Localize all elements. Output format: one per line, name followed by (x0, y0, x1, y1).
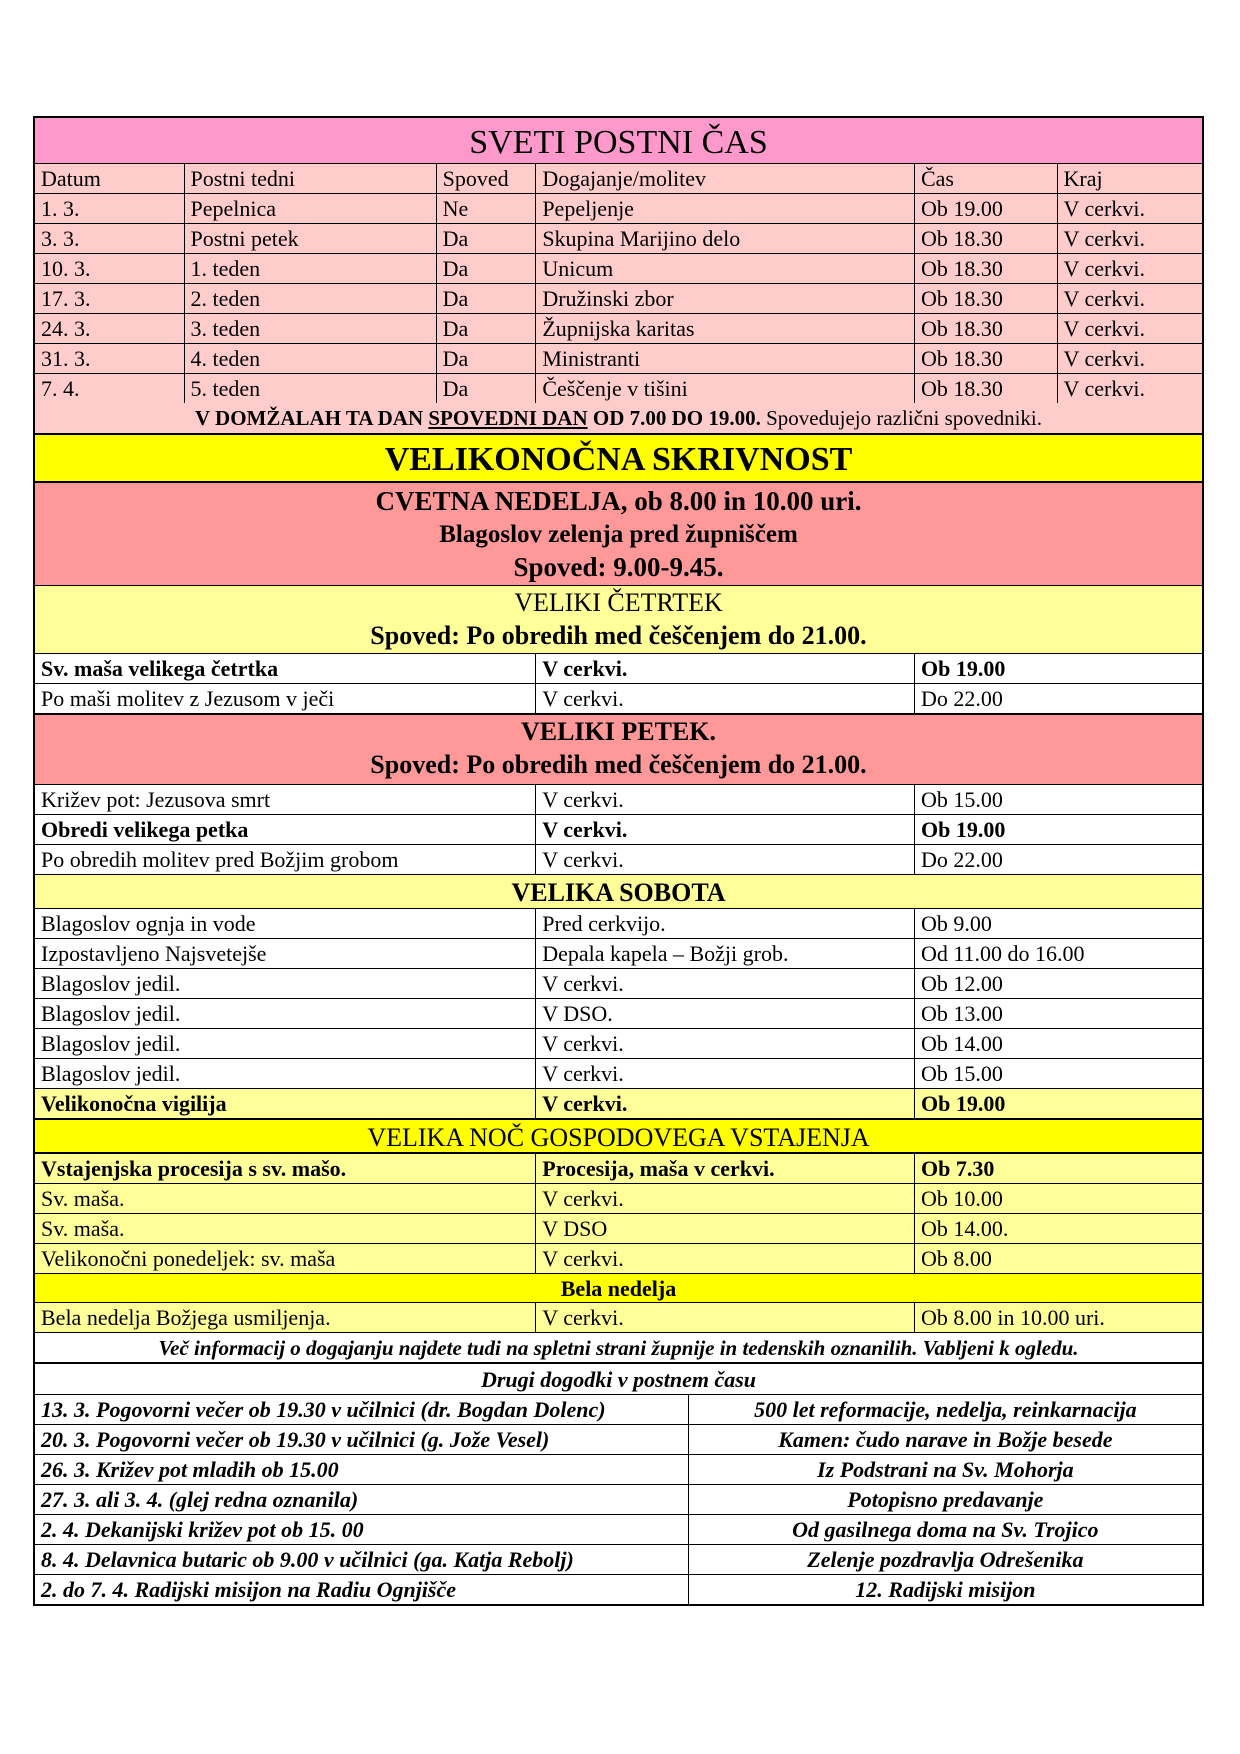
thursday-row (35, 684, 1202, 715)
lent-time: Ob 18.30 (915, 374, 1058, 403)
activity-time: Ob 14.00. (915, 1214, 1202, 1243)
lent-event: Skupina Marijino delo (536, 224, 915, 253)
activity-event: Sv. maša velikega četrtka (35, 654, 536, 683)
lent-event: Ministranti (536, 344, 915, 373)
activity-event: Sv. maša. (35, 1184, 536, 1213)
other-event-topic: 500 let reformacije, nedelja, reinkarnacija (754, 1397, 1137, 1422)
lent-place: V cerkvi. (1058, 254, 1203, 283)
thursday-title: VELIKI ČETRTEK (514, 588, 723, 617)
activity-place: V cerkvi. (536, 654, 915, 683)
header-place: Kraj (1058, 164, 1203, 193)
other-event-what: 2. 4. Dekanijski križev pot ob 15. 00 (35, 1515, 689, 1544)
lent-time: Ob 18.30 (915, 344, 1058, 373)
activity-place: Pred cerkvijo. (536, 909, 915, 938)
note-bold-1: V DOMŽALAH TA DAN (195, 406, 429, 430)
lent-row (35, 194, 1202, 224)
activity-time: Ob 8.00 in 10.00 uri. (915, 1303, 1202, 1332)
other-event-row (35, 1455, 1202, 1485)
lent-time: Ob 18.30 (915, 224, 1058, 253)
activity-event: Blagoslov ognja in vode (35, 909, 536, 938)
header-date: Datum (35, 164, 185, 193)
activity-event: Blagoslov jedil. (35, 999, 536, 1028)
saturday-row (35, 1029, 1202, 1059)
other-event-row (35, 1515, 1202, 1545)
lent-confession: Da (437, 284, 537, 313)
activity-place: Procesija, maša v cerkvi. (536, 1154, 915, 1183)
lent-time: Ob 18.30 (915, 254, 1058, 283)
palm-sunday-block (35, 483, 1202, 586)
activity-time: Ob 19.00 (920, 656, 1006, 681)
white-sunday-row (35, 1303, 1202, 1333)
friday-row (35, 815, 1202, 845)
lent-title: SVETI POSTNI ČAS (35, 118, 1202, 164)
friday-confession: Spoved: Po obredih med češčenjem do 21.00. (370, 750, 867, 779)
activity-place: V cerkvi. (536, 1089, 915, 1118)
saturday-row (35, 909, 1202, 939)
activity-time: Ob 13.00 (920, 1001, 1003, 1026)
lent-header-row (35, 164, 1202, 194)
procession-row (35, 1154, 1202, 1184)
other-events-title: Drugi dogodki v postnem času (35, 1364, 1202, 1395)
lent-confession: Da (437, 224, 537, 253)
lent-date: 24. 3. (35, 314, 185, 343)
header-time: Čas (915, 164, 1058, 193)
lent-date: 31. 3. (35, 344, 185, 373)
more-info-note: Več informacij o dogajanju najdete tudi na spletni strani župnije in tedenskih oznanilih. Vabljeni k ogledu. (35, 1333, 1202, 1364)
lent-date: 10. 3. (35, 254, 185, 283)
palm-sunday-line1: CVETNA NEDELJA, ob 8.00 in 10.00 uri. (375, 486, 862, 516)
lent-place: V cerkvi. (1058, 224, 1203, 253)
lent-event: Pepeljenje (536, 194, 915, 223)
activity-event: Velikonočna vigilija (35, 1089, 536, 1118)
lent-row (35, 314, 1202, 344)
lent-row (35, 224, 1202, 254)
lent-time: Ob 19.00 (915, 194, 1058, 223)
activity-time: Ob 19.00 (920, 817, 1006, 842)
activity-place: V DSO. (536, 999, 915, 1028)
activity-place: V cerkvi. (536, 1029, 915, 1058)
lent-week: Postni petek (185, 224, 437, 253)
lent-week: 2. teden (185, 284, 437, 313)
lent-confession: Da (437, 254, 537, 283)
activity-time: Ob 14.00 (920, 1031, 1003, 1056)
confession-day-note (35, 403, 1202, 435)
lent-time: Ob 18.30 (915, 284, 1058, 313)
saturday-row (35, 939, 1202, 969)
white-sunday-title: Bela nedelja (35, 1274, 1202, 1303)
activity-time: Ob 15.00 (920, 1061, 1003, 1086)
lent-place: V cerkvi. (1058, 284, 1203, 313)
activity-event: Vstajenjska procesija s sv. mašo. (35, 1154, 536, 1183)
lent-place: V cerkvi. (1058, 374, 1203, 403)
lent-event: Češčenje v tišini (536, 374, 915, 403)
friday-title: VELIKI PETEK. (520, 717, 717, 746)
palm-sunday-line3: Spoved: 9.00-9.45. (513, 552, 724, 582)
other-event-row (35, 1545, 1202, 1575)
activity-place: V cerkvi. (536, 785, 915, 814)
activity-place: V cerkvi. (536, 1244, 915, 1273)
lent-week: 4. teden (185, 344, 437, 373)
other-event-what: 8. 4. Delavnica butaric ob 9.00 v učilnici (ga. Katja Rebolj) (35, 1545, 689, 1574)
activity-event: Blagoslov jedil. (35, 969, 536, 998)
activity-event: Blagoslov jedil. (35, 1029, 536, 1058)
other-event-what: 27. 3. ali 3. 4. (glej redna oznanila) (35, 1485, 689, 1514)
header-week: Postni tedni (185, 164, 437, 193)
activity-event: Bela nedelja Božjega usmiljenja. (35, 1303, 536, 1332)
activity-event: Blagoslov jedil. (35, 1059, 536, 1088)
other-event-what: 20. 3. Pogovorni večer ob 19.30 v učilnici (g. Jože Vesel) (35, 1425, 689, 1454)
activity-place: V cerkvi. (536, 845, 915, 874)
note-bold-2: OD 7.00 DO 19.00. (587, 406, 761, 430)
thursday-confession: Spoved: Po obredih med češčenjem do 21.00. (370, 621, 867, 650)
other-event-what: 13. 3. Pogovorni večer ob 19.30 v učilnici (dr. Bogdan Dolenc) (35, 1395, 689, 1424)
easter-vigil-row (35, 1089, 1202, 1120)
activity-event: Po obredih molitev pred Božjim grobom (35, 845, 536, 874)
other-event-topic: Kamen: čudo narave in Božje besede (778, 1427, 1113, 1452)
activity-place: V cerkvi. (536, 1303, 915, 1332)
sunday-row (35, 1184, 1202, 1214)
lent-event: Družinski zbor (536, 284, 915, 313)
activity-place: V DSO (536, 1214, 915, 1243)
lent-confession: Da (437, 314, 537, 343)
activity-place: V cerkvi. (536, 815, 915, 844)
other-event-topic: Od gasilnega doma na Sv. Trojico (792, 1517, 1099, 1542)
other-event-row (35, 1575, 1202, 1604)
thursday-block (35, 586, 1202, 654)
note-underlined: SPOVEDNI DAN (428, 406, 588, 430)
lent-place: V cerkvi. (1058, 344, 1203, 373)
saturday-row (35, 999, 1202, 1029)
easter-title: VELIKONOČNA SKRIVNOST (35, 435, 1202, 483)
lent-confession: Da (437, 344, 537, 373)
saturday-row (35, 969, 1202, 999)
other-event-row (35, 1395, 1202, 1425)
other-event-row (35, 1425, 1202, 1455)
activity-time: Ob 9.00 (920, 911, 992, 936)
activity-place: Depala kapela – Božji grob. (536, 939, 915, 968)
other-event-row (35, 1485, 1202, 1515)
other-event-what: 26. 3. Križev pot mladih ob 15.00 (35, 1455, 689, 1484)
lent-date: 17. 3. (35, 284, 185, 313)
activity-time: Od 11.00 do 16.00 (920, 941, 1085, 966)
friday-row (35, 785, 1202, 815)
activity-time: Ob 7.30 (915, 1154, 1202, 1183)
activity-time: Do 22.00 (920, 686, 1003, 711)
lent-place: V cerkvi. (1058, 314, 1203, 343)
schedule-sheet (33, 116, 1204, 1606)
activity-place: V cerkvi. (536, 969, 915, 998)
sunday-row (35, 1244, 1202, 1274)
activity-time: Ob 15.00 (920, 787, 1003, 812)
header-confession: Spoved (437, 164, 537, 193)
activity-time: Ob 10.00 (915, 1184, 1202, 1213)
other-event-topic: Potopisno predavanje (847, 1487, 1044, 1512)
activity-event: Velikonočni ponedeljek: sv. maša (35, 1244, 536, 1273)
activity-place: V cerkvi. (536, 1059, 915, 1088)
other-event-what: 2. do 7. 4. Radijski misijon na Radiu Ognjišče (35, 1575, 689, 1604)
lent-week: Pepelnica (185, 194, 437, 223)
activity-place: V cerkvi. (536, 684, 915, 713)
activity-event: Obredi velikega petka (35, 815, 536, 844)
lent-week: 5. teden (185, 374, 437, 403)
easter-sunday-title: VELIKA NOČ GOSPODOVEGA VSTAJENJA (35, 1120, 1202, 1154)
saturday-row (35, 1059, 1202, 1089)
lent-event: Unicum (536, 254, 915, 283)
saturday-title: VELIKA SOBOTA (35, 875, 1202, 909)
activity-event: Po maši molitev z Jezusom v ječi (35, 684, 536, 713)
lent-week: 3. teden (185, 314, 437, 343)
lent-date: 1. 3. (35, 194, 185, 223)
activity-time: Ob 12.00 (920, 971, 1003, 996)
thursday-row (35, 654, 1202, 684)
activity-place: V cerkvi. (536, 1184, 915, 1213)
lent-event: Župnijska karitas (536, 314, 915, 343)
activity-event: Sv. maša. (35, 1214, 536, 1243)
activity-time: Ob 8.00 (915, 1244, 1202, 1273)
activity-time: Ob 19.00 (915, 1089, 1202, 1118)
lent-row (35, 284, 1202, 314)
header-event: Dogajanje/molitev (536, 164, 915, 193)
other-event-topic: Zelenje pozdravlja Odrešenika (807, 1547, 1084, 1572)
lent-row (35, 254, 1202, 284)
lent-place: V cerkvi. (1058, 194, 1203, 223)
sunday-row (35, 1214, 1202, 1244)
lent-date: 3. 3. (35, 224, 185, 253)
activity-event: Križev pot: Jezusova smrt (35, 785, 536, 814)
palm-sunday-line2: Blagoslov zelenja pred župniščem (439, 521, 798, 548)
lent-date: 7. 4. (35, 374, 185, 403)
lent-row (35, 344, 1202, 374)
friday-row (35, 845, 1202, 875)
lent-row (35, 374, 1202, 403)
activity-event: Izpostavljeno Najsvetejše (35, 939, 536, 968)
friday-block (35, 715, 1202, 785)
lent-confession: Ne (437, 194, 537, 223)
lent-week: 1. teden (185, 254, 437, 283)
lent-time: Ob 18.30 (915, 314, 1058, 343)
other-event-topic: Iz Podstrani na Sv. Mohorja (817, 1457, 1074, 1482)
other-event-topic: 12. Radijski misijon (855, 1577, 1036, 1602)
lent-confession: Da (437, 374, 537, 403)
note-rest: Spovedujejo različni spovedniki. (760, 406, 1042, 430)
activity-time: Do 22.00 (920, 847, 1003, 872)
